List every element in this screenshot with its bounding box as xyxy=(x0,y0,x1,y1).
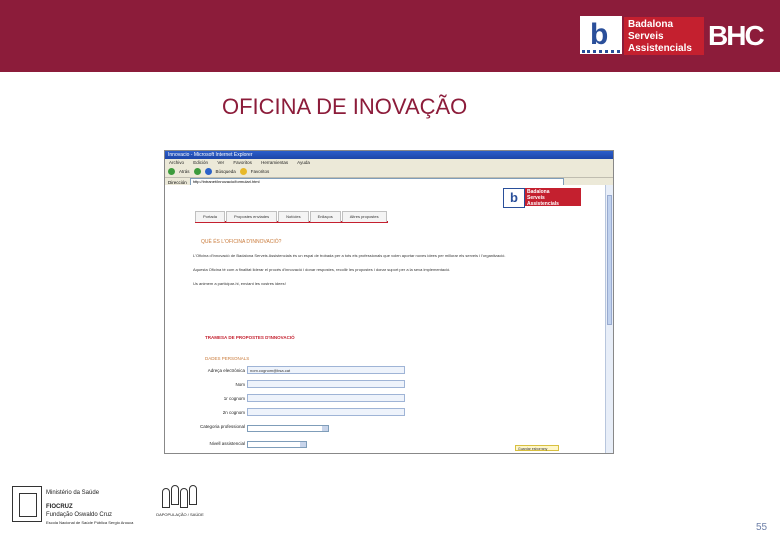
window-title: Innovacio - Microsoft Internet Explorer xyxy=(165,151,613,159)
vertical-scrollbar[interactable] xyxy=(605,185,613,453)
logo-wave-icon xyxy=(582,40,620,53)
field-label: 1r cognom xyxy=(223,396,245,401)
tab-portada[interactable]: Portada xyxy=(195,211,225,222)
favorites-icon[interactable] xyxy=(240,168,247,175)
paragraph: Aquesta Oficina té com a finalitat liderar el procés d'innovació i donar respostes, recollir les propostes i donar suport per a la seva implementació. xyxy=(193,267,451,272)
site-brand-line: Assistencials xyxy=(527,201,559,207)
figure-icon xyxy=(162,488,170,508)
surname1-field[interactable] xyxy=(247,394,405,402)
ministry-label: Ministério da Saúde xyxy=(46,490,100,496)
slide-title: OFICINA DE INOVAÇÃO xyxy=(222,94,468,119)
site-logo: b xyxy=(503,188,525,208)
section-title: QUÈ ÉS L'OFICINA D'INNOVACIÓ? xyxy=(201,239,282,245)
figure-icon xyxy=(189,485,197,505)
tab-enllacos[interactable]: Enllaços xyxy=(310,211,341,222)
email-field[interactable]: nom.cognom@bsa.cat xyxy=(247,366,405,374)
menu-item[interactable]: Ver xyxy=(217,160,225,165)
level-select[interactable] xyxy=(247,441,307,448)
back-icon[interactable] xyxy=(168,168,175,175)
site-brand-line: Badalona xyxy=(527,189,550,195)
site-brand-line: Serveis xyxy=(527,195,545,201)
menu-item[interactable]: Edición xyxy=(193,160,209,165)
fiocruz-sub-label: Escola Nacional de Saúde Pública Sergio Arouca xyxy=(46,520,134,525)
category-select[interactable] xyxy=(247,425,329,432)
scrollbar-thumb[interactable] xyxy=(607,195,612,325)
menu-item[interactable]: Ayuda xyxy=(297,160,310,165)
population-health-label: DAPOPULAÇÃO / SAÚDE xyxy=(156,512,204,517)
page-number: 55 xyxy=(756,522,768,533)
address-label: Dirección xyxy=(168,179,187,185)
badalona-brand xyxy=(624,17,704,55)
site-brand xyxy=(525,188,581,206)
save-draft-badge[interactable]: Guardar esborrany xyxy=(515,445,559,451)
search-icon[interactable] xyxy=(205,168,212,175)
tab-propostes[interactable]: Propostes enviades xyxy=(226,211,277,222)
favorites-button[interactable]: Favoritos xyxy=(250,169,270,174)
paragraph: Us animem a participar-hi, enviant les vostres idees! xyxy=(193,281,286,286)
address-input[interactable]: http://intranet/innovacio/formulari.html xyxy=(190,178,564,186)
fiocruz-label: FIOCRUZ xyxy=(46,504,73,510)
web-page xyxy=(165,185,605,453)
site-tabs xyxy=(195,211,388,223)
menu-item[interactable]: Favoritos xyxy=(233,160,252,165)
site-header xyxy=(165,185,605,209)
field-label: Nivell assistencial xyxy=(209,441,245,446)
name-field[interactable] xyxy=(247,380,405,388)
back-button[interactable]: Atrás xyxy=(179,169,190,174)
form-subtitle: DADES PERSONALS xyxy=(205,356,250,361)
menu-item[interactable]: Archivo xyxy=(169,160,185,165)
field-label: Adreça electrònica xyxy=(207,368,245,373)
figure-icon xyxy=(171,485,179,505)
field-label: 2n cognom xyxy=(222,410,245,415)
field-label: Categoria professional xyxy=(199,424,245,429)
paragraph: L'Oficina d'Innovació de Badalona Serveis Assistencials és un espai de trobada per a tots els professionals que volen aportar noves idees per millorar els serveis i l'organització. xyxy=(193,253,506,258)
browser-toolbar xyxy=(165,166,613,178)
brand-line: Serveis xyxy=(628,31,664,42)
fiocruz-full-label: Fundação Oswaldo Cruz xyxy=(46,512,113,518)
brand-line: Assistencials xyxy=(628,43,692,54)
surname2-field[interactable] xyxy=(247,408,405,416)
form-title: TRAMESA DE PROPOSTES D'INNOVACIÓ xyxy=(205,335,295,340)
search-button[interactable]: Búsqueda xyxy=(215,169,236,174)
ministry-logo xyxy=(12,486,42,522)
menu-bar xyxy=(165,159,613,166)
brand-line: Badalona xyxy=(628,19,674,30)
tab-altres[interactable]: Altres propostes xyxy=(342,211,387,222)
figure-icon xyxy=(180,488,188,508)
tab-noticies[interactable]: Notícies xyxy=(278,211,308,222)
browser-screenshot xyxy=(164,150,614,454)
field-label: Nom xyxy=(235,382,245,387)
bhc-logo: BHC xyxy=(708,20,763,51)
menu-item[interactable]: Herramientas xyxy=(261,160,289,165)
forward-icon[interactable] xyxy=(194,168,201,175)
badalona-logo-letter: b xyxy=(590,18,609,51)
